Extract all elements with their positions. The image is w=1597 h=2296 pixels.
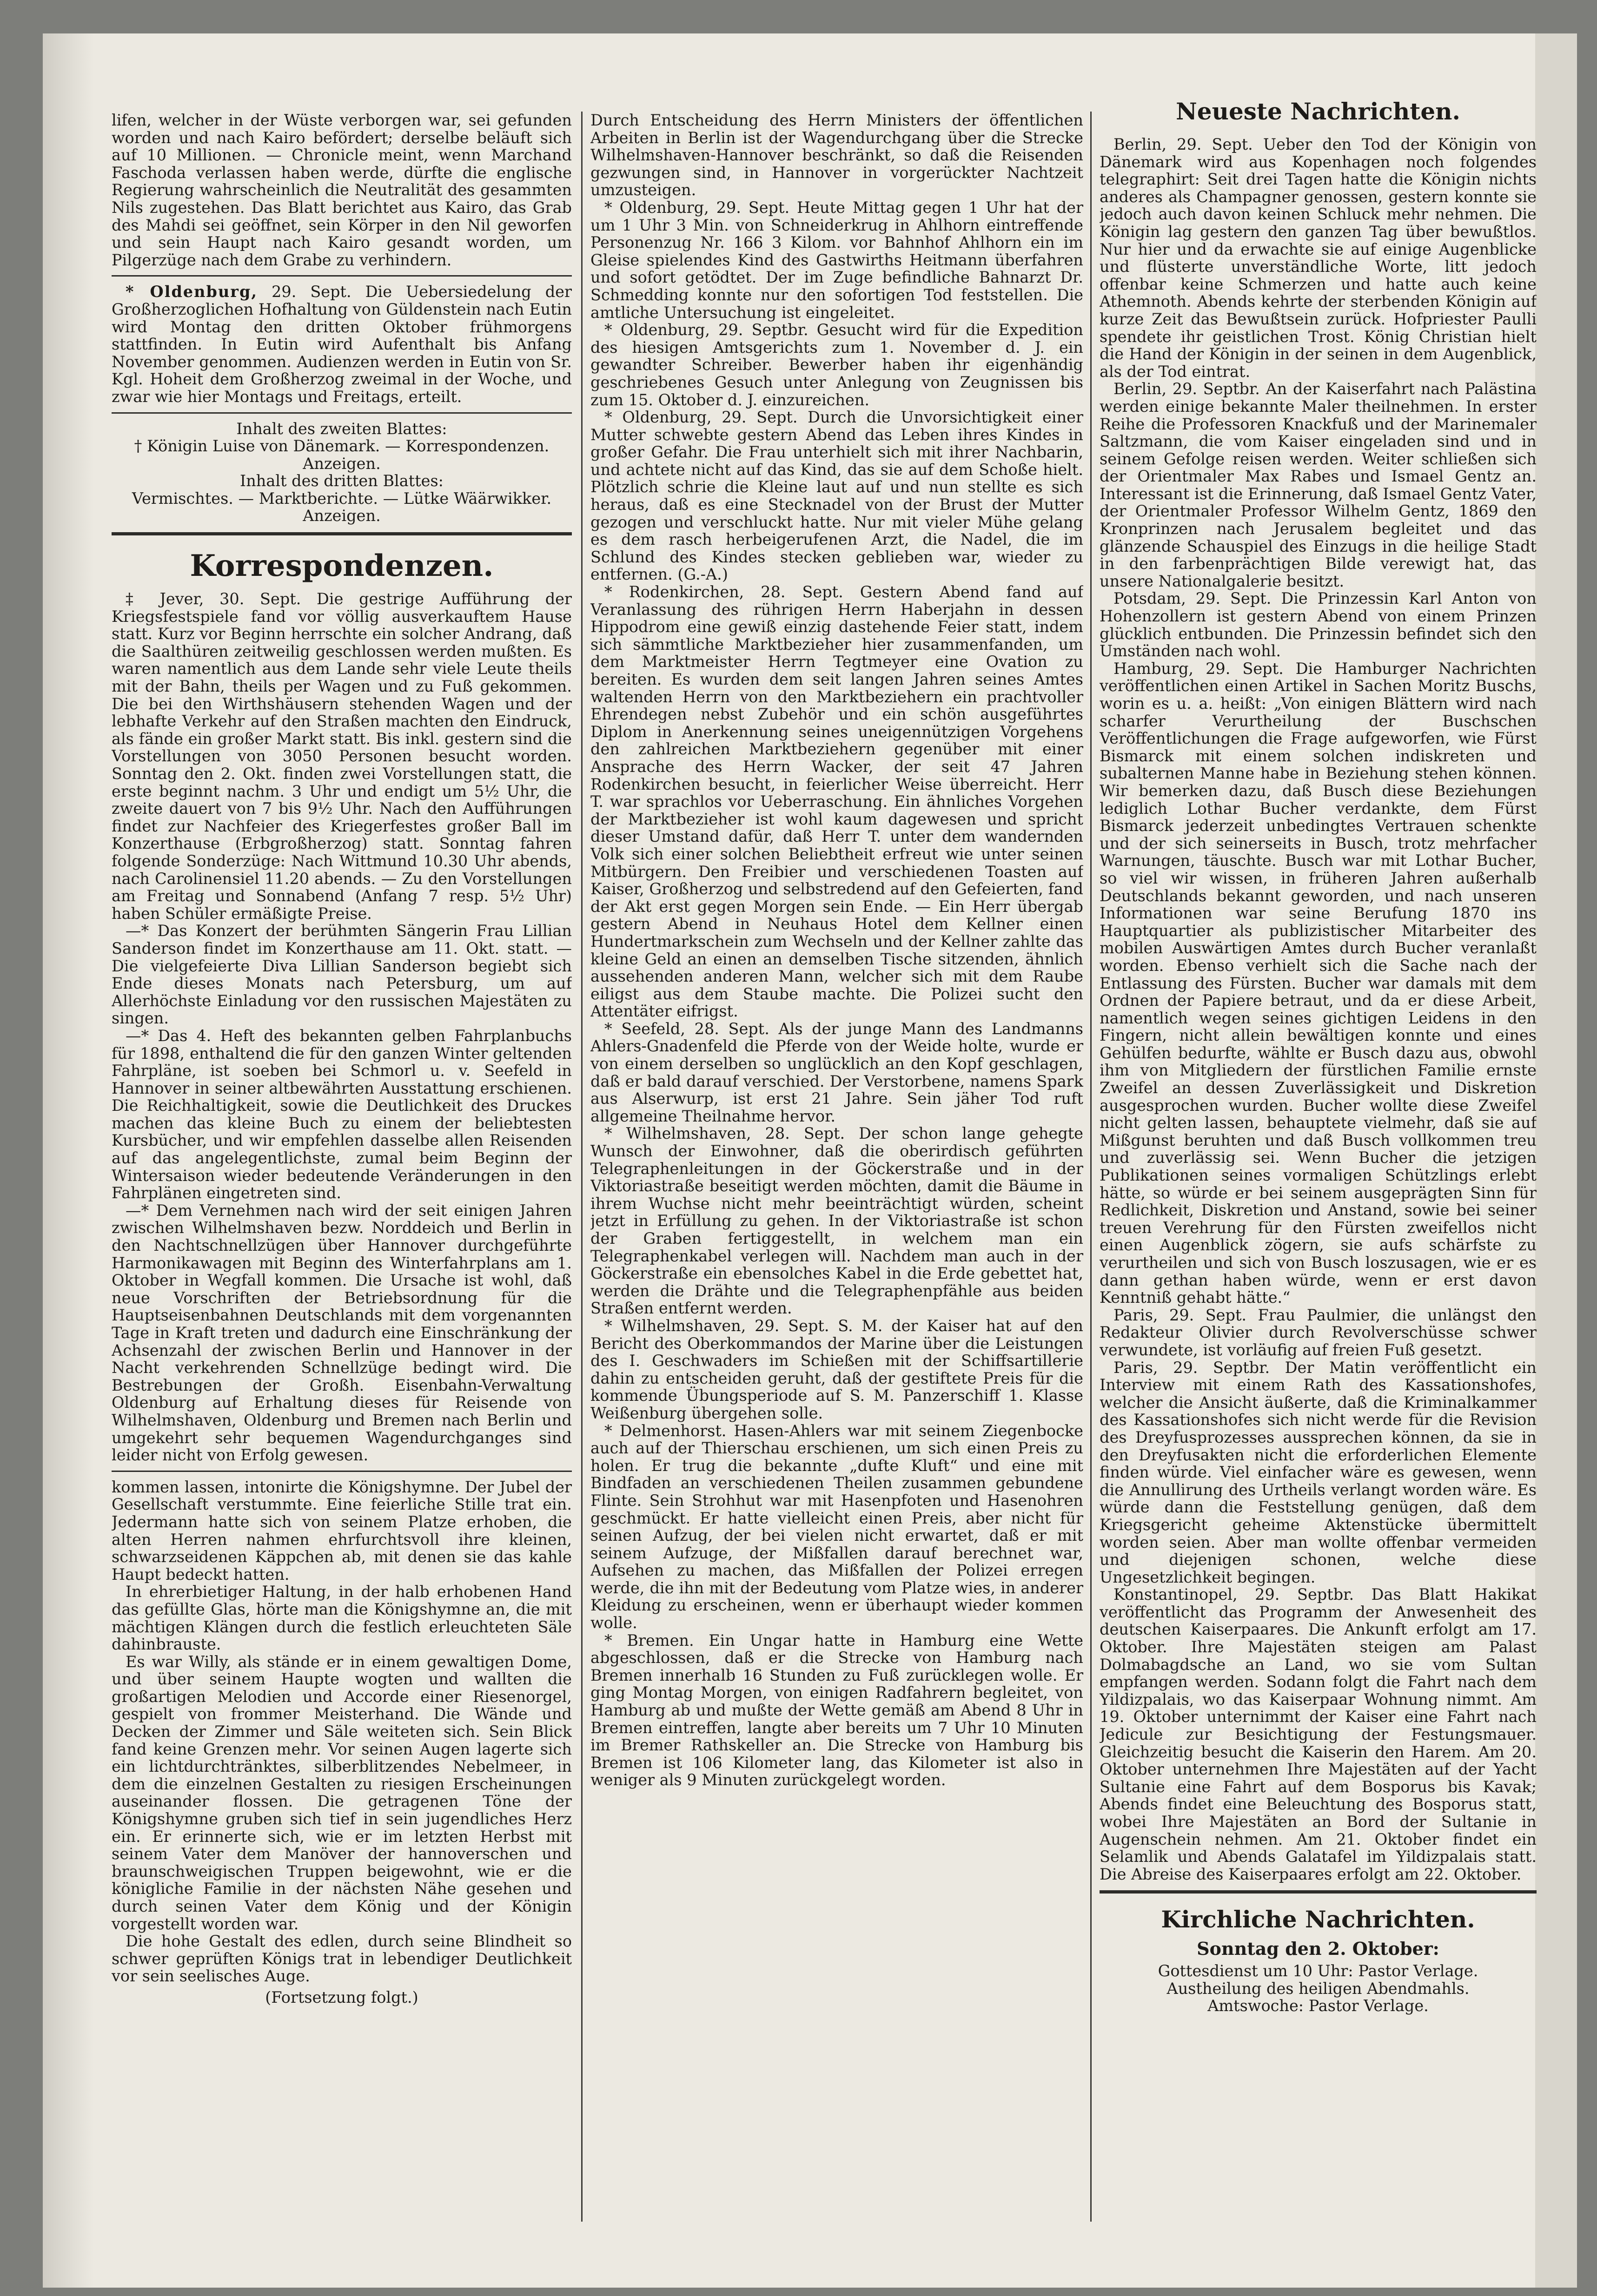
- berlin-queen-death: Berlin, 29. Sept. Ueber den Tod der Königin von Dänemark wird aus Kopenhagen noch folgendes telegraphirt: Seit drei Tagen hatte die Königin nichts anderes als Champagner genossen, gestern konnte sie jedoch auch davon keinen Schluck mehr nehmen. Die Königin lag gestern den ganzen Tag über bewußtlos. Nur hier und da erwachte sie auf einige Augenblicke und flüsterte unverständliche Worte, litt jedoch offenbar keine Schmerzen und hatte auch keine Athemnoth. Abends kehrte der sterbenden Königin auf kurze Zeit das Bewußtsein zurück. Hofpriester Paulli spendete ihr geistlichen Trost. König Christian hielt die Hand der Königin in der seinen in dem Augenblick, als der Tod eintrat.: [1100, 135, 1537, 381]
- column-3: [1100, 88, 1537, 2217]
- next-page-edge: [1535, 33, 1577, 2288]
- fahrplan-report: —* Das 4. Heft des bekannten gelben Fahrplanbuchs für 1898, enthaltend die für den ganzen Winter geltenden Fahrpläne, ist soeben bei Schmorl u. v. Seefeld in Hannover in seiner altbewährten Ausstattung erschienen. Die Reichhaltigkeit, sowie die Deutlichkeit des Druckes machen das kleine Buch zu einem der beliebtesten Kursbücher, und wir empfehlen dasselbe allen Reisenden auf das angelegentlichste, zumal beim Beginn der Wintersaison wieder bedeutende Veränderungen in den Fahrplänen eingetreten sind.: [112, 1026, 572, 1202]
- jever-report: ‡ Jever, 30. Sept. Die gestrige Aufführung der Kriegsfestspiele fand vor völlig ausverkauftem Hause statt. Kurz vor Beginn herrschte ein solcher Andrang, daß die Saalthüren zeitweilig geschlossen werden mußten. Es waren namentlich aus dem Lande sehr viele Leute theils mit der Bahn, theils per Wagen und zu Fuß gekommen. Die bei den Wirthshäusern stehenden Wagen und der lebhafte Verkehr auf den Straßen machten den Eindruck, als fände ein großer Markt statt. Bis inkl. gestern sind die Vorstellungen von 3050 Personen besucht worden. Sonntag den 2. Okt. finden zwei Vorstellungen statt, die erste beginnt nachm. 3 Uhr und endigt um 5½ Uhr, die zweite dauert von 7 bis 9½ Uhr. Nach den Aufführungen findet zur Nachfeier des Kriegerfestes großer Ball im Konzerthause (Erbgroßherzog) statt. Sonntag fahren folgende Sonderzüge: Nach Wittmund 10.30 Uhr abends, nach Carolinensiel 11.20 abends. — Zu den Vorstellungen am Freitag und Sonnabend (Anfang 7 resp. 5½ Uhr) haben Schüler ermäßigte Preise.: [112, 590, 572, 923]
- column-2: [590, 112, 1083, 2217]
- divider: [112, 412, 572, 414]
- kirchliche-title: Kirchliche Nachrichten.: [1161, 1906, 1475, 1933]
- column-rule-2: [1090, 112, 1092, 2222]
- contents-third-line-2: Anzeigen.: [303, 507, 381, 525]
- rodenkirchen-report: * Rodenkirchen, 28. Sept. Gestern Abend fand auf Veranlassung des rührigen Herrn Haberjahn in dessen Hippodrom eine gewiß einzig dastehende Feier statt, indem sich sämmtliche Marktbezieher hier zusammenfanden, um dem Marktmeister Herrn Tegtmeyer eine Ovation zu bereiten. Es wurden dem seit langen Jahren seines Amtes waltenden Herrn von den Marktbeziehern ein prachtvoller Ehrendegen nebst Zubehör und ein schön ausgeführtes Diplom in Anerkennung seines uneigennützigen Vorgehens den zahlreichen Marktbeziehern gegenüber mit einer Ansprache des Herrn Wacker, der seit 47 Jahren Rodenkirchen besucht, in feierlicher Weise überreicht. Herr T. war sprachlos vor Ueberraschung. Ein ähnliches Vorgehen der Marktbezieher ist wohl kaum dagewesen und spricht dieser Umstand dafür, daß Herr T. unter dem wandernden Volk sich einer solchen Beliebtheit erfreut wie unter seinen Mitbürgern. Den Freibier und verschiedenen Toasten auf Kaiser, Großherzog und selbstredend auf den Gefeierten, fand der Akt erst gegen Morgen sein Ende. — Ein Herr übergab gestern Abend in Neuhaus Hotel dem Kellner einen Hundertmarkschein zum Wechseln und der Kellner zahlte das kleine Geld an einen an demselben Tische sitzenden, ähnlich aussehenden anderen Mann, welcher sich mit dem Raube eiligst aus dem Staube machte. Die Polizei sucht den Attentäter eifrigst.: [590, 583, 1083, 1021]
- oldenburg-vacancy: * Oldenburg, 29. Septbr. Gesucht wird für die Expedition des hiesigen Amtsgerichts zum 1. November d. J. ein gewandter Schreiber. Bewerber haben ihr eigenhändig geschriebenes Gesuch unter Anlegung von Zeugnissen bis zum 15. Oktober d. J. einzureichen.: [590, 321, 1083, 409]
- page-binding-shadow: [43, 33, 94, 2288]
- contents-box: [112, 420, 572, 525]
- continued-text: Durch Entscheidung des Herrn Ministers der öffentlichen Arbeiten in Berlin ist der Wagendurchgang über die Strecke Wilhelmshaven-Hannover beschränkt, so daß die Reisenden gezwungen sind, in Hannover in vorgerückter Nachtzeit umzusteigen.: [590, 112, 1083, 199]
- feuilleton-paragraph-2: In ehrerbietiger Haltung, in der halb erhobenen Hand das gefüllte Glas, hörte man die Königshymne an, die mit mächtigen Klängen durch die festlich erleuchteten Säle dahinbrauste.: [112, 1583, 572, 1654]
- kirchliche-date: Sonntag den 2. Oktober:: [1197, 1938, 1439, 1960]
- kirchliche-line-2: Austheilung des heiligen Abendmahls.: [1166, 1979, 1470, 1998]
- column-rule-1: [581, 112, 583, 2222]
- contents-third-line-1: Vermischtes. — Marktberichte. — Lütke Wäärwikker.: [132, 489, 552, 508]
- fortsetzung-note: (Fortsetzung folgt.): [265, 1988, 418, 2006]
- oldenburg-note: [112, 283, 572, 405]
- feuilleton-paragraph-3: Es war Willy, als stände er in einem gewaltigen Dome, und über seinem Haupte wogten und wallten die großartigen Melodien und Accorde einer Riesenorgel, gespielt von frommer Meisterhand. Die Wände und Decken der Zimmer und Säle weiteten sich. Sein Blick fand keine Grenzen mehr. Vor seinen Augen lagerte sich ein lichtdurchtränktes, silberblitzendes Nebelmeer, in dem die einzelnen Gestalten zu riesigen Erscheinungen auseinander flossen. Die getragenen Töne der Königshymne gruben sich tief in sein jugendliches Herz ein. Er erinnerte sich, wie er im letzten Herbst mit seinem Vater dem Manöver der hannoverschen und braunschweigischen Truppen beigewohnt, wie er die königliche Familie in der nächsten Nähe gesehen und durch seinen Vater dem König und der Königin vorgestellt worden war.: [112, 1652, 572, 1933]
- wilhelmshaven-telegraph: * Wilhelmshaven, 28. Sept. Der schon lange gehegte Wunsch der Einwohner, daß die oberirdisch geführten Telegraphenleitungen in der Göckerstraße und in der Viktoriastraße beseitigt werden möchten, damit die Bäume in ihrem Wuchse nicht mehr beeinträchtigt würden, scheint jetzt in Erfüllung zu gehen. In der Viktoriastraße ist schon der Graben fertiggestellt, in welchem man ein Telegraphenkabel verlegen will. Nachdem man auch in der Göckerstraße ein ebensolches Kabel in die Erde gebettet hat, werden die Drähte und die Telegraphenpfähle aus beiden Straßen entfernt werden.: [590, 1124, 1083, 1318]
- kirchliche-line-1: Gottesdienst um 10 Uhr: Pastor Verlage.: [1158, 1961, 1478, 1980]
- feuilleton-paragraph-4: Die hohe Gestalt des edlen, durch seine Blindheit so schwer geprüften Königs trat in lebendiger Deutlichkeit vor sein seelisches Auge.: [112, 1932, 572, 1986]
- potsdam-birth: Potsdam, 29. Sept. Die Prinzessin Karl Anton von Hohenzollern ist gestern Abend von einem Prinzen glücklich entbunden. Die Prinzessin befindet sich den Umständen nach wohl.: [1100, 589, 1537, 660]
- paris-paulmier: Paris, 29. Sept. Frau Paulmier, die unlängst den Redakteur Olivier durch Revolverschüsse schwer verwundete, ist vorläufig auf freien Fuß gesetzt.: [1100, 1306, 1537, 1359]
- thick-divider: [1100, 1890, 1537, 1894]
- konstantinopel-program: Konstantinopel, 29. Septbr. Das Blatt Hakikat veröffentlicht das Programm der Anwesenheit des deutschen Kaiserpaares. Die Ankunft erfolgt am 17. Oktober. Ihre Majestäten steigen am Palast Dolmabagdsche an Land, wo sie vom Sultan empfangen werden. Sodann folgt die Fahrt nach dem Yildizpalais, wo das Kaiserpaar Wohnung nimmt. Am 19. Oktober unternimmt der Kaiser eine Fahrt nach Jedicule zur Besichtigung der Festungsmauer. Gleichzeitig besucht die Kaiserin den Harem. Am 20. Oktober unternehmen Ihre Majestäten auf der Yacht Sultanie eine Fahrt auf dem Bosporus bis Kavak; Abends findet eine Beleuchtung des Bosporus statt, wobei Ihre Majestäten an Bord der Sultanie in Augenschein nehmen. Am 21. Oktober findet ein Selamlik und Abends Galatafel im Yildizpalais statt. Die Abreise des Kaiserpaares erfolgt am 22. Oktober.: [1100, 1585, 1537, 1883]
- korrespondenzen-title: Korrespondenzen.: [190, 548, 494, 584]
- contents-third-heading: Inhalt des dritten Blattes:: [240, 472, 444, 490]
- oldenburg-accident: * Oldenburg, 29. Sept. Heute Mittag gegen 1 Uhr hat der um 1 Uhr 3 Min. von Schneiderkrug in Ahlhorn eintreffende Personenzug Nr. 166 3 Kilom. vor Bahnhof Ahlhorn ein im Gleise spielendes Kind des Gastwirths Heitmann überfahren und sofort getödtet. Der im Zuge befindliche Bahnarzt Dr. Schmedding konnte nur den sofortigen Tod feststellen. Die amtliche Untersuchung ist eingeleitet.: [590, 198, 1083, 322]
- contents-second-line-2: Anzeigen.: [303, 454, 381, 473]
- seefeld-report: * Seefeld, 28. Sept. Als der junge Mann des Landmanns Ahlers-Gnadenfeld die Pferde von der Weide holte, wurde er von einem derselben so unglücklich an den Kopf geschlagen, daß er bald darauf verschied. Der Verstorbene, namens Spark aus Alserwurp, ist erst 21 Jahre. Sein jäher Tod ruft allgemeine Theilnahme hervor.: [590, 1019, 1083, 1125]
- hamburg-busch-article: Hamburg, 29. Sept. Die Hamburger Nachrichten veröffentlichen einen Artikel in Sachen Moritz Buschs, worin es u. a. heißt: „Von einigen Blättern wird nach scharfer Verurtheilung der Buschschen Veröffentlichungen die Frage aufgeworfen, wie Fürst Bismarck mit einem solchen indiskreten und subalternen Manne habe in Beziehung stehen können. Wir bemerken dazu, daß Busch diese Beziehungen lediglich Lothar Bucher verdankte, dem Fürst Bismarck jederzeit unbedingtes Vertrauen schenkte und der sich seinerseits in Busch, trotz mehrfacher Warnungen, täuschte. Busch war mit Lothar Bucher, so viel wir wissen, in früheren Jahren außerhalb Deutschlands bekannt geworden, und nach unseren Informationen war seine Berufung 1870 ins Hauptquartier als publizistischer Mitarbeiter des mobilen Auswärtigen Amtes durch Bucher veranlaßt worden. Ebenso verhielt sich die Sache nach der Entlassung des Fürsten. Bucher war damals mit dem Ordnen der Papiere betraut, und da er diese Arbeit, namentlich wegen seines gichtigen Leidens in den Fingern, nicht allein bewältigen konnte und eines Gehülfen bedurfte, wählte er Busch dazu aus, obwohl ihm von Mitgliedern der fürstlichen Familie ernste Zweifel an dessen Zuverlässigkeit und Diskretion ausgesprochen wurden. Bucher wollte diese Zweifel nicht gelten lassen, behauptete vielmehr, daß sie auf Mißgunst beruhten und daß Busch vollkommen treu und zuverlässig sei. Wenn Bucher die jetzigen Publikationen seines vormaligen Schützlings erlebt hätte, so würde er bei seinem ausgeprägten Sinn für Redlichkeit, Diskretion und Anstand, sowie bei seiner treuen Verehrung für den Fürsten zweifellos nicht einen Augenblick zögern, sie aufs schärfste zu verurtheilen und sich von Busch loszusagen, wie er es dann gethan haben würde, wenn er erst davon Kenntniß gehabt hätte.“: [1100, 659, 1537, 1307]
- feuilleton-divider: [112, 1471, 572, 1472]
- feuilleton-paragraph-1: kommen lassen, intonirte die Königshymne. Der Jubel der Gesellschaft verstummte. Eine feierliche Stille trat ein. Jedermann hatte sich von seinem Platze erhoben, die alten Herren nahmen ehrfurchtsvoll ihre kleinen, schwarzseidenen Käppchen ab, mit denen sie das kahle Haupt bedeckt hatten.: [112, 1478, 572, 1583]
- intro-paragraph: lifen, welcher in der Wüste verborgen war, sei gefunden worden und nach Kairo befördert; derselbe beläuft sich auf 10 Millionen. — Chronicle meint, wenn Marchand Faschoda verlassen haben werde, dürfte die englische Regierung wahrscheinlich die Neutralität des gesammten Nils zugestehen. Das Blatt berichtet aus Kairo, das Grab des Mahdi sei geöffnet, sein Körper in den Nil geworfen und sein Haupt nach Kairo gesandt worden, um Pilgerzüge nach dem Grabe zu verhindern.: [112, 112, 572, 269]
- konzert-report: —* Das Konzert der berühmten Sängerin Frau Lillian Sanderson findet im Konzerthause am 11. Okt. statt. — Die vielgefeierte Diva Lillian Sanderson begiebt sich Ende dieses Monats nach Petersburg, um auf Allerhöchste Einladung vor den russischen Majestäten zu singen.: [112, 922, 572, 1028]
- column-1: [112, 112, 572, 2217]
- oldenburg-text: 29. Sept. Die Uebersiedelung der Großherzoglichen Hofhaltung von Güldenstein nach Eutin wird Montag den dritten Oktober frühmorgens stattfinden. In Eutin wird Aufenthalt bis Anfang November genommen. Audienzen werden in Eutin von Sr. Kgl. Hoheit dem Großherzog zweimal in der Woche, und zwar wie hier Montags und Freitags, erteilt.: [112, 283, 572, 406]
- place-oldenburg: * Oldenburg,: [126, 283, 258, 301]
- divider: [112, 275, 572, 277]
- kirchliche-line-3: Amtswoche: Pastor Verlage.: [1207, 1997, 1429, 2015]
- paris-dreyfus: Paris, 29. Septbr. Der Matin veröffentlicht ein Interview mit einem Rath des Kassationshofes, welcher die Ansicht äußerte, daß die Kriminalkammer des Kassationshofes sich nicht werde für die Revision des Dreyfusprozesses aussprechen können, da sie in den Dreyfusakten nicht die erforderlichen Elemente finden würde. Viel einfacher wäre es gewesen, wenn die Annullirung des Urtheils verlangt worden wäre. Es würde dann die Feststellung genügen, daß dem Kriegsgericht geheime Aktenstücke übermittelt worden seien. Aber man wollte offenbar vermeiden und diejenigen schonen, welche diese Ungesetzlichkeit begingen.: [1100, 1358, 1537, 1586]
- wilhelmshaven-kaiser: * Wilhelmshaven, 29. Sept. S. M. der Kaiser hat auf den Bericht des Oberkommandos der Marine über die Leistungen des I. Geschwaders im Schießen mit der Schiffsartillerie dahin zu entscheiden geruht, daß der gestiftete Preis für die kommende Übungsperiode auf S. M. Panzerschiff 1. Klasse Weißenburg übergehen solle.: [590, 1316, 1083, 1422]
- berlin-palestine-trip: Berlin, 29. Septbr. An der Kaiserfahrt nach Palästina werden einige bekannte Maler theilnehmen. In erster Reihe die Professoren Knackfuß und der Marinemaler Saltzmann, die vom Kaiser eingeladen sind und in seinem Gefolge reisen werden. Weiter schließen sich der Orientmaler Max Rabes und Ismael Gentz an. Interessant ist die Erinnerung, daß Ismael Gentz Vater, der Orientmaler Professor Wilhelm Gentz, 1869 den Kronprinzen nach Jerusalem begleitet und das glänzende Schauspiel des Einzugs in die heilige Stadt in den farbenprächtigen Bilde verewigt hat, das unsere Nationalgalerie besitzt.: [1100, 380, 1537, 590]
- contents-second-heading: Inhalt des zweiten Blattes:: [236, 419, 447, 438]
- delmenhorst-report: * Delmenhorst. Hasen-Ahlers war mit seinem Ziegenbocke auch auf der Thierschau erschienen, um sich einen Preis zu holen. Er trug die bekannte „dufte Kluft“ und eine mit Bindfaden an verschiedenen Theilen zusammen gebundene Flinte. Sein Strohhut war mit Hasenpfoten und Hasenohren geschmückt. Er hatte vielleicht einen Preis, aber nicht für seinen Aufzug, der bei vielen nicht erwartet, daß er mit seinem Aufzuge, der Mißfallen darauf berechnet war, Aufsehen zu machen, das Mißfallen der Polizei erregen werde, die ihn mit der Bedeutung vom Platze wies, in anderer Kleidung zu erscheinen, wenn er überhaupt wieder kommen wolle.: [590, 1421, 1083, 1632]
- contents-second-line-1: † Königin Luise von Dänemark. — Korrespondenzen.: [134, 437, 550, 455]
- bremen-report: * Bremen. Ein Ungar hatte in Hamburg eine Wette abgeschlossen, daß er die Strecke von Hamburg nach Bremen innerhalb 16 Stunden zu Fuß zurücklegen wolle. Er ging Montag Morgen, von einigen Radfahrern begleitet, von Hamburg ab und mußte der Wette gemäß am Abend 8 Uhr in Bremen eintreffen, langte aber bereits um 7 Uhr 10 Minuten im Bremer Rathskeller an. Die Strecke von Hamburg bis Bremen ist 106 Kilometer lang, das Kilometer ist also in weniger als 9 Minuten zurückgelegt worden.: [590, 1631, 1083, 1789]
- oldenburg-needle: * Oldenburg, 29. Sept. Durch die Unvorsichtigkeit einer Mutter schwebte gestern Abend das Leben ihres Kindes in großer Gefahr. Die Frau unterhielt sich mit ihrer Nachbarin, und achtete nicht auf das Kind, das sie auf dem Schoße hielt. Plötzlich schrie die Kleine laut auf und nun stellte es sich heraus, daß es eine Stecknadel von der Brust der Mutter gezogen und verschluckt hatte. Nur mit vieler Mühe gelang es dem rasch herbeigerufenen Arzt, die Nadel, die im Schlund des Kindes stecken geblieben war, wieder zu entfernen. (G.-A.): [590, 408, 1083, 584]
- neueste-nachrichten-title: Neueste Nachrichten.: [1176, 98, 1460, 125]
- thick-divider: [112, 532, 572, 535]
- harmonika-report: —* Dem Vernehmen nach wird der seit einigen Jahren zwischen Wilhelmshaven bezw. Norddeich und Berlin in den Nachtschnellzügen über Hannover durchgeführte Harmonikawagen mit Beginn des Winterfahrplans am 1. Oktober in Wegfall kommen. Die Ursache ist wohl, daß neue Vorschriften der Betriebsordnung für die Hauptseisenbahnen Deutschlands mit dem vorgenannten Tage in Kraft treten und dadurch eine Einschränkung der Achsenzahl der zwischen Berlin und Hannover in der Nacht verkehrenden Schnellzüge bedingt wird. Die Bestrebungen der Großh. Eisenbahn-Verwaltung Oldenburg auf Erhaltung dieses für Reisende von Wilhelmshaven, Oldenburg und Bremen nach Berlin und umgekehrt sehr bequemen Wagendurchganges sind leider nicht von Erfolg gewesen.: [112, 1201, 572, 1465]
